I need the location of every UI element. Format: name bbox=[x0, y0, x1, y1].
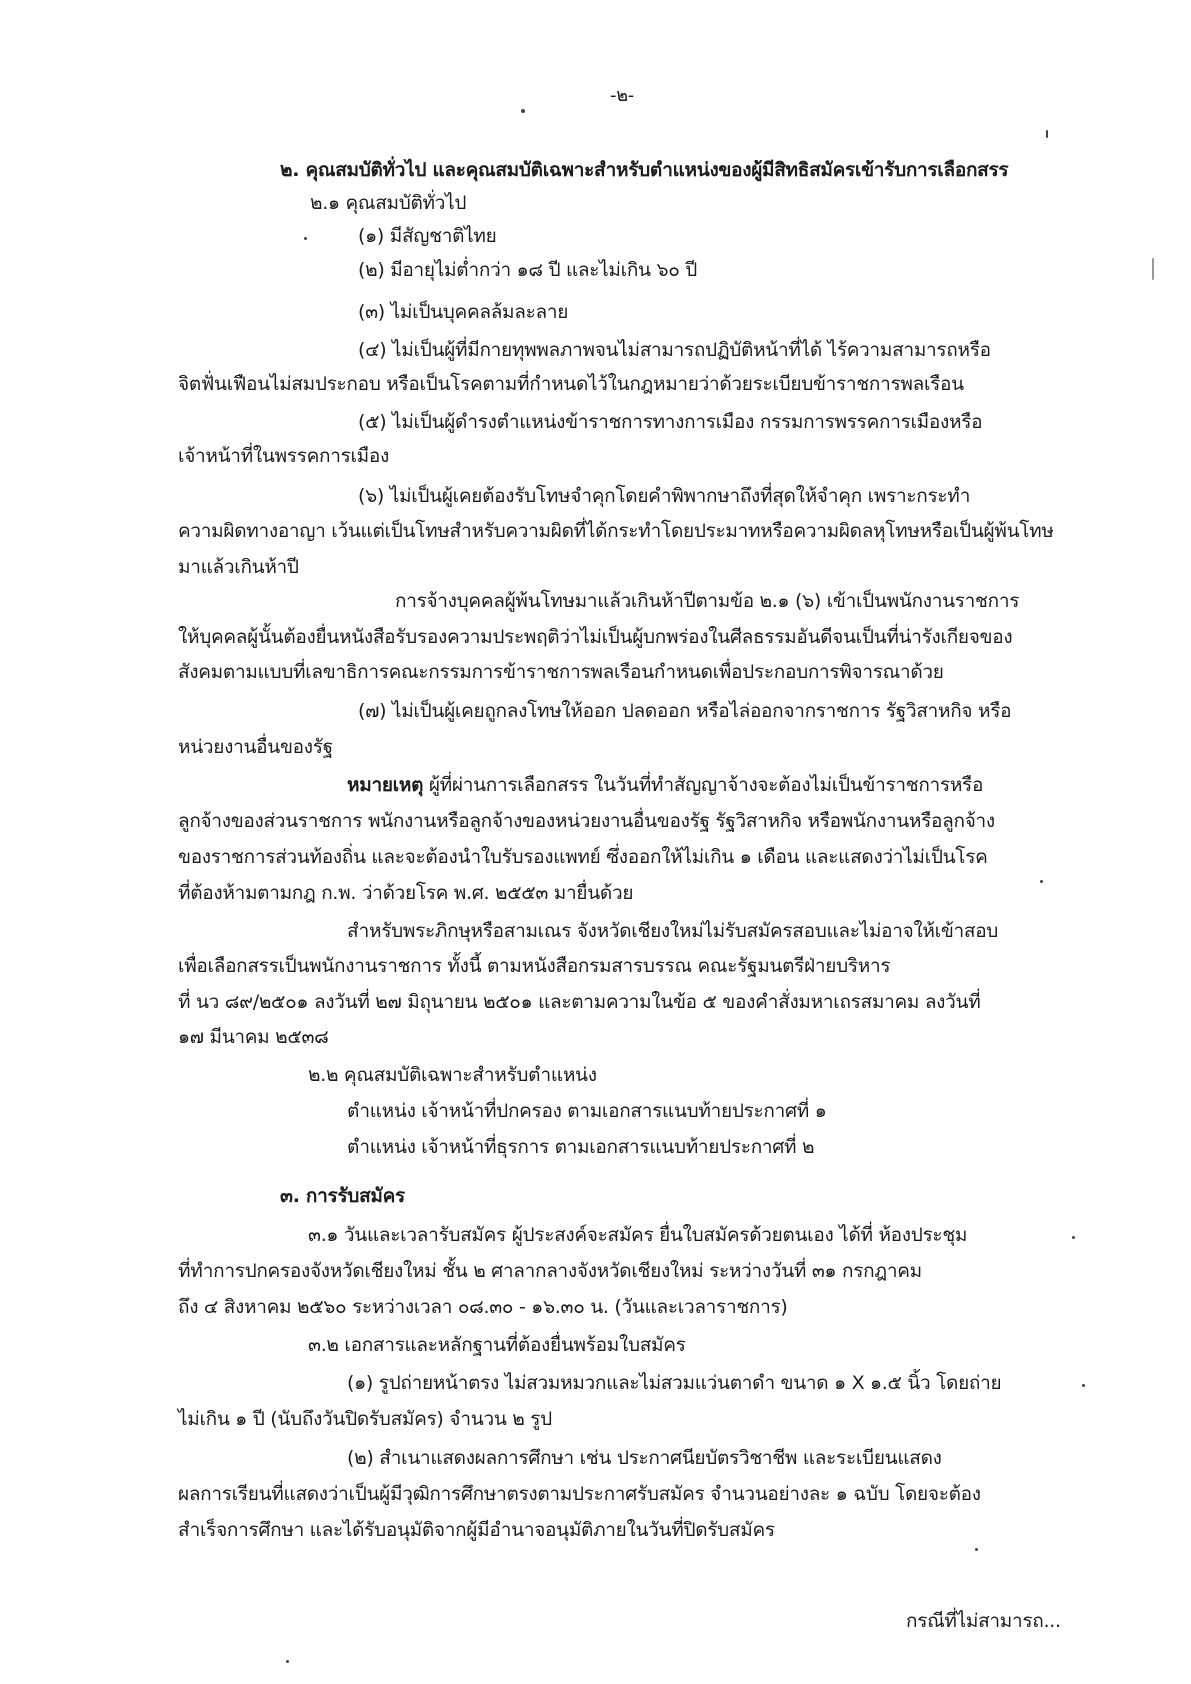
subsection-2-2-heading: ๒.๒ คุณสมบัติเฉพาะสำหรับตำแหน่ง bbox=[308, 1064, 597, 1086]
continuation-catchword: กรณีที่ไม่สามารถ... bbox=[906, 1610, 1061, 1632]
subsection-3-2-heading: ๓.๒ เอกสารและหลักฐานที่ต้องยื่นพร้อมใบสมัคร bbox=[308, 1334, 686, 1356]
qualification-5-line2: เจ้าหน้าที่ในพรรคการเมือง bbox=[178, 445, 389, 467]
section-2-heading: ๒. คุณสมบัติทั่วไป และคุณสมบัติเฉพาะสำหรับตำแหน่งของผู้มีสิทธิสมัครเข้ารับการเลือกสรร bbox=[280, 159, 1009, 181]
qualification-7-line1: (๗) ไม่เป็นผู้เคยถูกลงโทษให้ออก ปลดออก หรือไล่ออกจากราชการ รัฐวิสาหกิจ หรือ bbox=[358, 700, 1012, 722]
employment-note-line3: สังคมตามแบบที่เลขาธิการคณะกรรมการข้าราชการพลเรือนกำหนดเพื่อประกอบการพิจารณาด้วย bbox=[178, 661, 944, 683]
scan-speck bbox=[1046, 130, 1048, 138]
document-1-line1: (๑) รูปถ่ายหน้าตรง ไม่สวมหมวกและไม่สวมแว่นตาดำ ขนาด ๑ X ๑.๕ นิ้ว โดยถ่าย bbox=[347, 1372, 1002, 1394]
subsection-2-1-heading: ๒.๑ คุณสมบัติทั่วไป bbox=[310, 192, 467, 214]
remark-line4: ที่ต้องห้ามตามกฎ ก.พ. ว่าด้วยโรค พ.ศ. ๒๕๕๓ มายื่นด้วย bbox=[178, 882, 634, 904]
qualification-2: (๒) มีอายุไม่ต่ำกว่า ๑๘ ปี และไม่เกิน ๖๐ ปี bbox=[358, 259, 698, 281]
document-1-line2: ไม่เกิน ๑ ปี (นับถึงวันปิดรับสมัคร) จำนวน ๒ รูป bbox=[178, 1408, 552, 1430]
scan-speck bbox=[1152, 258, 1154, 280]
employment-note-line2: ให้บุคคลผู้นั้นต้องยื่นหนังสือรับรองความประพฤติว่าไม่เป็นผู้บกพร่องในศีลธรรมอันดีจนเป็นที่น่ารังเกียจของ bbox=[178, 626, 1013, 648]
qualification-1: (๑) มีสัญชาติไทย bbox=[358, 225, 497, 247]
section-3-heading: ๓. การรับสมัคร bbox=[280, 1185, 405, 1207]
position-clerical-officer: ตำแหน่ง เจ้าหน้าที่ธุรการ ตามเอกสารแนบท้ายประกาศที่ ๒ bbox=[347, 1136, 815, 1158]
application-period-line1: ๓.๑ วันและเวลารับสมัคร ผู้ประสงค์จะสมัคร ยื่นใบสมัครด้วยตนเอง ได้ที่ ห้องประชุม bbox=[308, 1224, 968, 1246]
qualification-6-line3: มาแล้วเกินห้าปี bbox=[178, 556, 299, 578]
qualification-6-line1: (๖) ไม่เป็นผู้เคยต้องรับโทษจำคุกโดยคำพิพากษาถึงที่สุดให้จำคุก เพราะกระทำ bbox=[358, 485, 971, 507]
scan-speck bbox=[521, 109, 525, 113]
monk-note-line3: ที่ นว ๘๙/๒๕๐๑ ลงวันที่ ๒๗ มิถุนายน ๒๕๐๑ และตามความในข้อ ๕ ของคำสั่งมหาเถรสมาคม ลงวันที่ bbox=[178, 991, 981, 1013]
application-period-line2: ที่ทำการปกครองจังหวัดเชียงใหม่ ชั้น ๒ ศาลากลางจังหวัดเชียงใหม่ ระหว่างวันที่ ๓๑ กรกฎาคม bbox=[178, 1260, 922, 1282]
remark-line2: ลูกจ้างของส่วนราชการ พนักงานหรือลูกจ้างของหน่วยงานอื่นของรัฐ รัฐวิสาหกิจ หรือพนักงานหรือลูกจ้าง bbox=[178, 810, 995, 832]
scan-speck bbox=[975, 1548, 978, 1551]
scan-speck bbox=[1040, 880, 1043, 883]
qualification-7-line2: หน่วยงานอื่นของรัฐ bbox=[178, 736, 333, 758]
employment-note-line1: การจ้างบุคคลผู้พ้นโทษมาแล้วเกินห้าปีตามข้อ ๒.๑ (๖) เข้าเป็นพนักงานราชการ bbox=[395, 590, 1020, 612]
page-number: -๒- bbox=[610, 85, 634, 106]
qualification-6-line2: ความผิดทางอาญา เว้นแต่เป็นโทษสำหรับความผิดที่ได้กระทำโดยประมาทหรือความผิดลหุโทษหรือเป็นผู้พ้นโทษ bbox=[178, 520, 1054, 542]
document-2-line1: (๒) สำเนาแสดงผลการศึกษา เช่น ประกาศนียบัตรวิชาชีพ และระเบียนแสดง bbox=[347, 1447, 942, 1469]
remark-label: หมายเหตุ bbox=[347, 774, 424, 796]
application-period-line3: ถึง ๔ สิงหาคม ๒๕๖๐ ระหว่างเวลา ๐๘.๓๐ - ๑๖.๓๐ น. (วันและเวลาราชการ) bbox=[178, 1296, 788, 1318]
scan-speck bbox=[304, 237, 307, 240]
scan-speck bbox=[286, 1660, 289, 1663]
document-2-line3: สำเร็จการศึกษา และได้รับอนุมัติจากผู้มีอำนาจอนุมัติภายในวันที่ปิดรับสมัคร bbox=[178, 1519, 775, 1541]
remark-line1 bbox=[347, 772, 983, 798]
monk-note-line4: ๑๗ มีนาคม ๒๕๓๘ bbox=[178, 1026, 329, 1048]
document-2-line2: ผลการเรียนที่แสดงว่าเป็นผู้มีวุฒิการศึกษาตรงตามประกาศรับสมัคร จำนวนอย่างละ ๑ ฉบับ โดยจะต้อง bbox=[178, 1483, 981, 1505]
monk-note-line1: สำหรับพระภิกษุหรือสามเณร จังหวัดเชียงใหม่ไม่รับสมัครสอบและไม่อาจให้เข้าสอบ bbox=[347, 920, 999, 942]
monk-note-line2: เพื่อเลือกสรรเป็นพนักงานราชการ ทั้งนี้ ตามหนังสือกรมสารบรรณ คณะรัฐมนตรีฝ่ายบริหาร bbox=[178, 955, 891, 977]
scan-speck bbox=[1072, 1236, 1075, 1239]
remark-line3: ของราชการส่วนท้องถิ่น และจะต้องนำใบรับรองแพทย์ ซึ่งออกให้ไม่เกิน ๑ เดือน และแสดงว่าไม่เป็นโรค bbox=[178, 846, 988, 868]
qualification-5-line1: (๕) ไม่เป็นผู้ดำรงตำแหน่งข้าราชการทางการเมือง กรรมการพรรคการเมืองหรือ bbox=[358, 411, 983, 433]
scan-speck bbox=[1082, 1384, 1085, 1387]
remark-text: ผู้ที่ผ่านการเลือกสรร ในวันที่ทำสัญญาจ้างจะต้องไม่เป็นข้าราชการหรือ bbox=[423, 774, 984, 796]
position-administrative-officer: ตำแหน่ง เจ้าหน้าที่ปกครอง ตามเอกสารแนบท้ายประกาศที่ ๑ bbox=[347, 1100, 827, 1122]
qualification-3: (๓) ไม่เป็นบุคคลล้มละลาย bbox=[358, 301, 569, 323]
qualification-4-line1: (๔) ไม่เป็นผู้ที่มีกายทุพพลภาพจนไม่สามารถปฏิบัติหน้าที่ได้ ไร้ความสามารถหรือ bbox=[358, 339, 991, 361]
qualification-4-line2: จิตฟั่นเฟือนไม่สมประกอบ หรือเป็นโรคตามที่กำหนดไว้ในกฎหมายว่าด้วยระเบียบข้าราชการพลเรือน bbox=[178, 373, 964, 395]
